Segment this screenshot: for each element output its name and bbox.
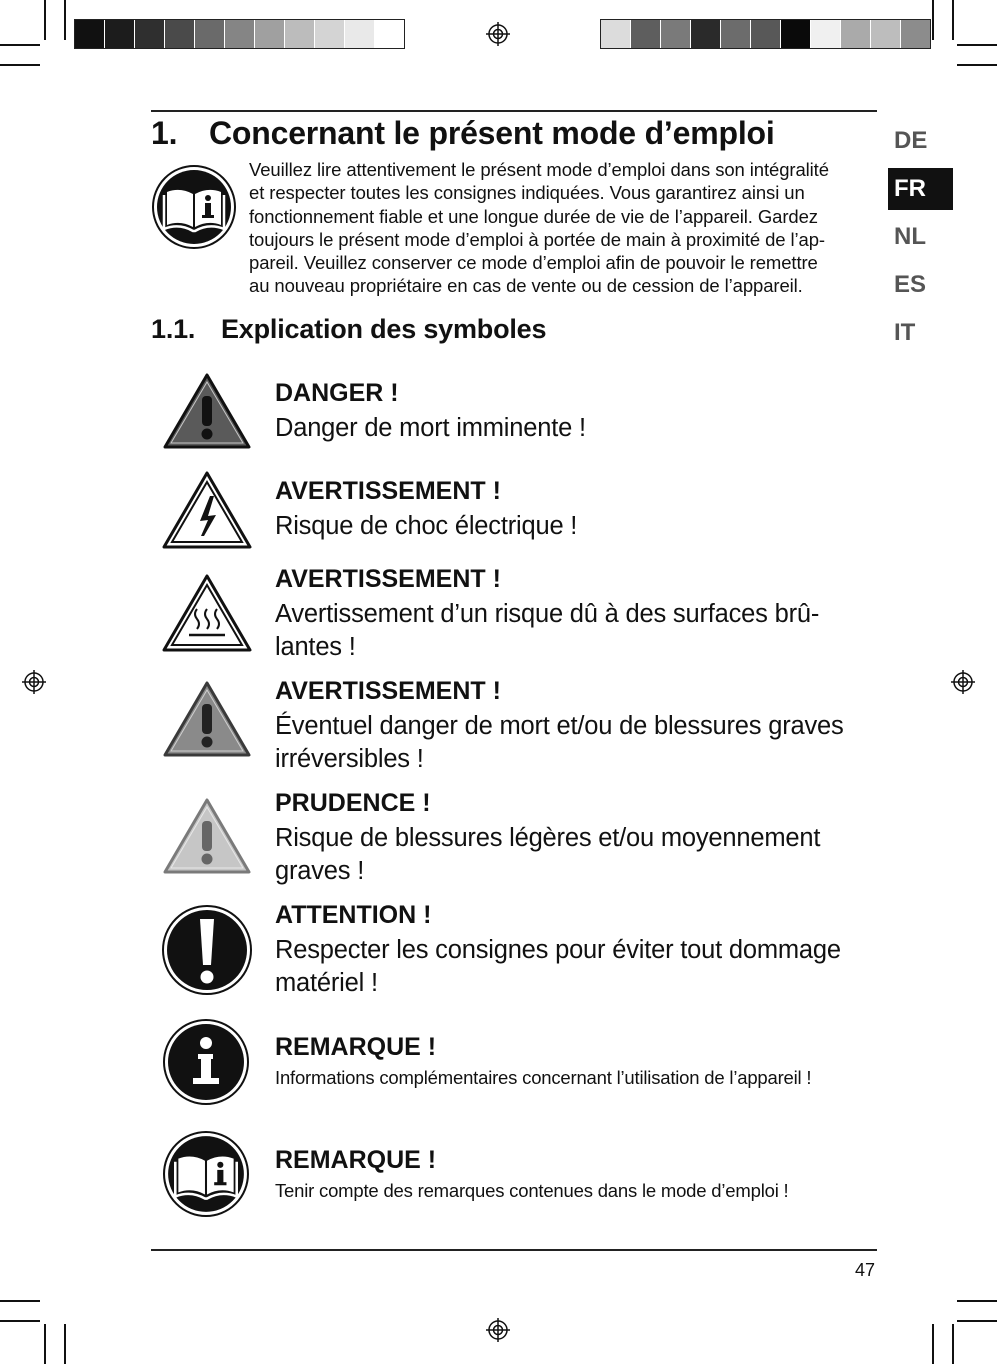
- language-code: FR: [894, 175, 926, 202]
- intro-line: pareil. Veuillez conserver ce mode d’emploi afin de pouvoir le remettre: [249, 252, 818, 274]
- color-swatch: [631, 20, 661, 48]
- symbol-description-line: lantes !: [275, 632, 356, 661]
- color-swatch: [165, 20, 195, 48]
- symbol-description: [275, 510, 577, 543]
- crop-mark: [957, 1320, 997, 1322]
- manual-icon: [152, 165, 236, 254]
- caution-triangle-icon: [162, 797, 252, 880]
- crop-mark: [0, 1300, 40, 1302]
- symbol-title: PRUDENCE !: [275, 789, 431, 817]
- crop-mark: [0, 1320, 40, 1322]
- language-code: NL: [894, 223, 926, 250]
- language-code: ES: [894, 271, 927, 298]
- color-swatch: [345, 20, 375, 48]
- danger-triangle-icon: [162, 372, 252, 455]
- crop-mark: [932, 0, 934, 40]
- crop-mark: [957, 44, 997, 46]
- color-swatch: [375, 20, 404, 48]
- symbol-description: [275, 1066, 811, 1090]
- intro-line: et respecter toutes les consignes indiquées. Vous garantirez ainsi un: [249, 182, 805, 204]
- language-tab-es[interactable]: [888, 264, 953, 306]
- color-swatch: [285, 20, 315, 48]
- symbol-description-line: Risque de blessures légères et/ou moyennement: [275, 824, 821, 852]
- symbol-description-line: Tenir compte des remarques contenues dans le mode d’emploi !: [275, 1180, 789, 1201]
- color-swatch: [691, 20, 721, 48]
- crop-mark: [957, 64, 997, 66]
- language-code: DE: [894, 127, 928, 154]
- crop-mark: [44, 1324, 46, 1364]
- symbol-description: [275, 598, 819, 663]
- symbol-title: REMARQUE !: [275, 1146, 437, 1174]
- crop-mark: [0, 64, 40, 66]
- registration-mark-icon: [22, 670, 46, 694]
- color-swatch: [871, 20, 901, 48]
- symbol-description-line: Risque de choc électrique !: [275, 512, 578, 540]
- color-swatch: [601, 20, 631, 48]
- crop-mark: [44, 0, 46, 40]
- intro-line: toujours le présent mode d’emploi à portée de main à proximité de l’ap-: [249, 228, 825, 250]
- intro-line: au nouveau propriétaire en cas de vente ou de cession de l’appareil.: [249, 275, 803, 297]
- symbol-title: AVERTISSEMENT !: [275, 477, 501, 505]
- crop-mark: [952, 0, 954, 40]
- symbol-description-line: graves !: [275, 856, 365, 885]
- symbol-title: REMARQUE !: [275, 1033, 437, 1061]
- section-number: 1.: [151, 115, 178, 151]
- bottom-rule: [151, 1249, 877, 1251]
- color-swatch: [901, 20, 930, 48]
- registration-mark-icon: [951, 670, 975, 694]
- crop-mark: [64, 1324, 66, 1364]
- color-calibration-bar: [74, 19, 405, 49]
- symbol-title: AVERTISSEMENT !: [275, 565, 501, 593]
- subsection-title: Explication des symboles: [221, 314, 547, 344]
- page-number: 47: [855, 1260, 876, 1280]
- color-swatch: [75, 20, 105, 48]
- top-rule: [151, 110, 877, 112]
- symbol-description-line: Avertissement d’un risque dû à des surfaces brû-: [275, 600, 820, 628]
- symbol-description-line: Éventuel danger de mort et/ou de blessures graves: [275, 712, 844, 740]
- symbol-description-line: irréversibles !: [275, 744, 424, 773]
- symbol-description: [275, 934, 841, 999]
- color-swatch: [811, 20, 841, 48]
- symbol-description: [275, 1179, 788, 1203]
- intro-line: fonctionnement fiable et une longue durée de vie de l’appareil. Gardez: [249, 205, 818, 227]
- subsection-number: 1.1.: [151, 314, 196, 344]
- color-swatch: [315, 20, 345, 48]
- symbol-description-line: Informations complémentaires concernant l’utilisation de l’appareil !: [275, 1067, 812, 1088]
- color-calibration-bar: [600, 19, 931, 49]
- symbol-title: ATTENTION !: [275, 901, 432, 929]
- color-swatch: [661, 20, 691, 48]
- symbol-description-line: matériel !: [275, 968, 378, 997]
- symbol-description: [275, 710, 844, 775]
- color-swatch: [255, 20, 285, 48]
- subsection-heading: [151, 314, 546, 345]
- color-swatch: [751, 20, 781, 48]
- language-tab-nl[interactable]: [888, 216, 953, 258]
- language-code: IT: [894, 319, 916, 346]
- symbol-description: [275, 412, 586, 445]
- hot-surface-icon: [161, 573, 253, 658]
- symbol-description-line: Danger de mort imminente !: [275, 414, 586, 442]
- language-tab-fr[interactable]: [888, 168, 953, 210]
- registration-mark-icon: [486, 22, 510, 46]
- warning-triangle-icon: [162, 680, 252, 763]
- color-swatch: [781, 20, 811, 48]
- intro-paragraph: [249, 158, 881, 298]
- color-swatch: [721, 20, 751, 48]
- crop-mark: [952, 1324, 954, 1364]
- electric-shock-icon: [161, 470, 253, 555]
- registration-mark-icon: [486, 1318, 510, 1342]
- manual-icon: [163, 1131, 249, 1222]
- intro-line: Veuillez lire attentivement le présent mode d’emploi dans son intégralité: [249, 159, 829, 180]
- color-swatch: [105, 20, 135, 48]
- section-heading: [151, 115, 775, 152]
- crop-mark: [0, 44, 40, 46]
- color-swatch: [195, 20, 225, 48]
- symbol-description: [275, 822, 820, 887]
- crop-mark: [932, 1324, 934, 1364]
- section-title: Concernant le présent mode d’emploi: [209, 115, 775, 151]
- crop-mark: [957, 1300, 997, 1302]
- crop-mark: [64, 0, 66, 40]
- symbol-description-line: Respecter les consignes pour éviter tout dommage: [275, 936, 841, 964]
- symbol-title: DANGER !: [275, 379, 399, 407]
- info-icon: [163, 1019, 249, 1110]
- color-swatch: [841, 20, 871, 48]
- attention-icon: [162, 905, 252, 1000]
- color-swatch: [135, 20, 165, 48]
- language-tab-de[interactable]: [888, 120, 953, 162]
- symbol-title: AVERTISSEMENT !: [275, 677, 501, 705]
- language-tab-it[interactable]: [888, 312, 953, 354]
- color-swatch: [225, 20, 255, 48]
